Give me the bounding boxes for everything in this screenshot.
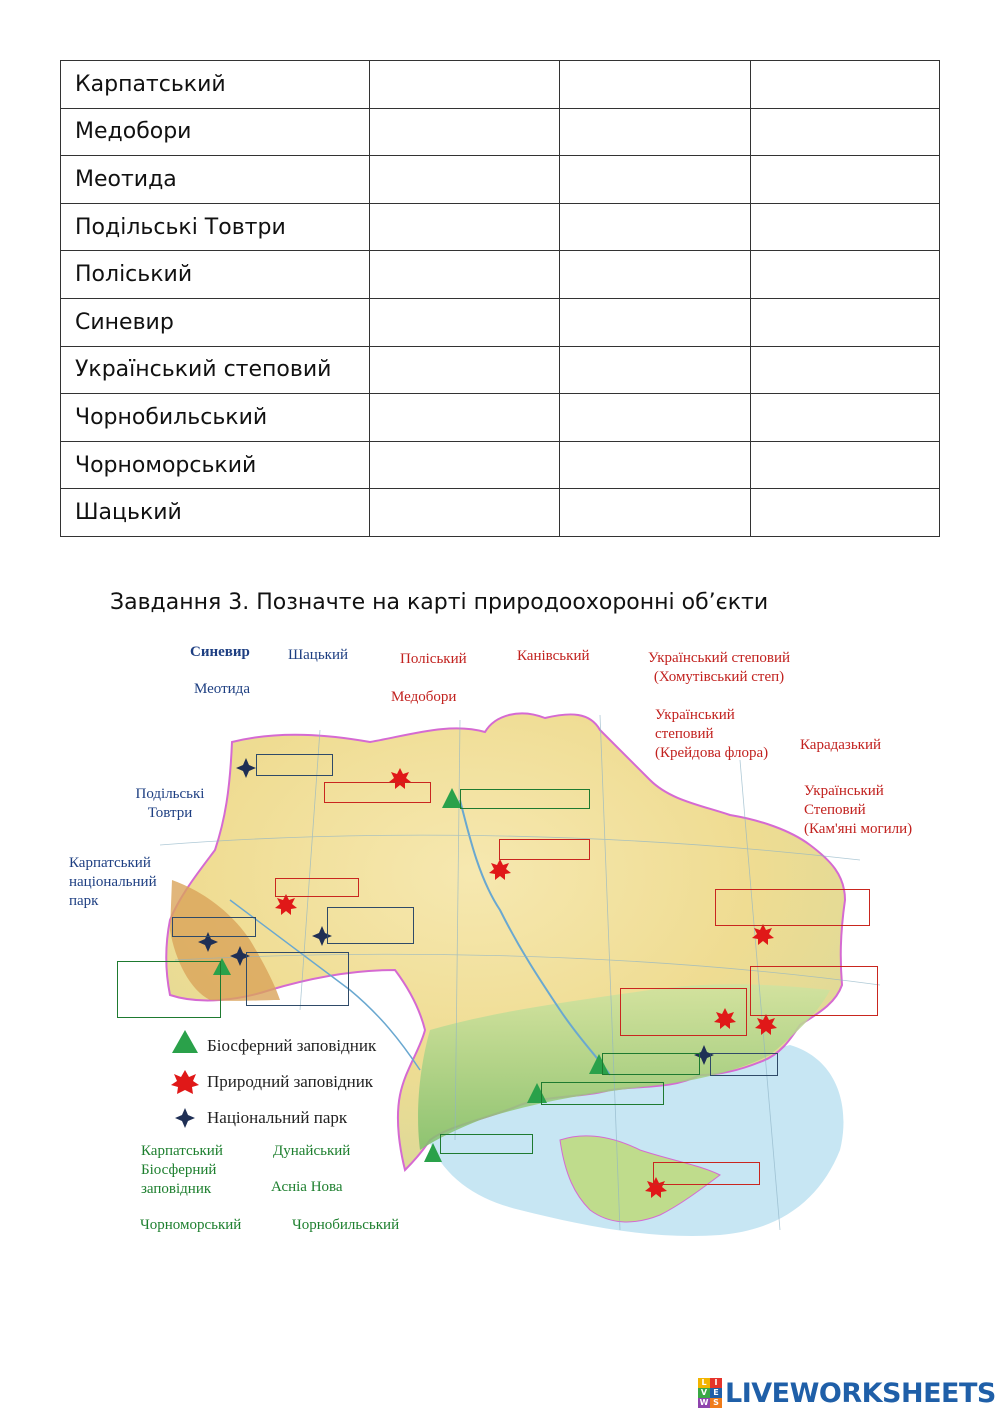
reserve-name-cell: Подільські Товтри [61,203,370,251]
answer-box-medobory[interactable] [275,878,359,897]
label-askania[interactable]: Асніа Нова [271,1179,343,1195]
logo-letter: I [710,1378,722,1388]
answer-box-karpatskyi-park[interactable] [246,952,349,1006]
answer-box-askania[interactable] [602,1053,700,1075]
answer-box-synevyr[interactable] [172,917,256,937]
reserve-name-cell: Медобори [61,108,370,156]
label-medobory[interactable]: Медобори [391,689,457,705]
logo-letter: L [698,1378,710,1388]
label-podilski[interactable]: Подільські Товтри [135,786,205,821]
reserve-name-cell: Меотида [61,156,370,204]
label-polisskyi[interactable]: Поліський [400,651,467,667]
label-meotyda[interactable]: Меотида [194,681,250,697]
logo-letter: V [698,1388,710,1398]
label-kanivskyi[interactable]: Канівський [517,648,590,664]
answer-box-karadazkyi[interactable] [653,1162,760,1185]
reserve-name-cell: Карпатський [61,61,370,109]
logo-letter: S [710,1398,722,1408]
liveworksheets-logo[interactable] [698,1377,996,1409]
legend-national: Національний парк [207,1108,348,1127]
answer-box-polisskyi[interactable] [324,782,431,803]
answer-box-kanivskyi[interactable] [499,839,590,860]
legend-biosphere: Біосферний заповідник [207,1036,377,1055]
answer-box-shatskyi[interactable] [256,754,333,776]
logo-text: LIVEWORKSHEETS [725,1377,996,1409]
label-karpatskyi-park[interactable]: Карпатський національний парк [69,855,157,909]
logo-letter: E [710,1388,722,1398]
label-ukr-kreidova[interactable]: Український степовий (Крейдова флора) [655,707,769,761]
reserve-name-cell: Чорнобильський [61,394,370,442]
answer-box-ukr-kamiani[interactable] [750,966,878,1016]
legend-biosphere-icon [172,1030,198,1053]
answer-box-karpatskyi-bio[interactable] [117,961,221,1018]
legend-nature: Природний заповідник [207,1072,374,1091]
logo-mark [698,1378,722,1408]
reserve-name-cell: Шацький [61,489,370,537]
label-dunaiskyi[interactable]: Дунайський [273,1143,351,1159]
reserve-name-cell: Український степовий [61,346,370,394]
answer-box-dunaiskyi[interactable] [440,1134,533,1154]
label-karadazkyi[interactable]: Карадазький [800,737,882,753]
reserve-name-cell: Поліський [61,251,370,299]
answer-box-ukr-khomutiv[interactable] [620,988,747,1036]
answer-box-meotyda[interactable] [710,1053,778,1076]
answer-box-chornobylskyi[interactable] [460,789,590,809]
label-ukr-kamiani[interactable]: Український Степовий (Кам'яні могили) [804,783,913,837]
legend-nature-icon [171,1070,199,1094]
answer-box-ukr-kreidova[interactable] [715,889,870,926]
reserve-name-cell: Синевир [61,298,370,346]
task-title: Завдання 3. Позначте на карті природоохоронні об’єкти [110,590,769,615]
answer-box-chornomorskyi[interactable] [541,1082,664,1105]
label-synevyr[interactable]: Синевир [190,644,250,660]
reserve-name-cell: Чорноморський [61,441,370,489]
label-karpatskyi-bio[interactable]: Карпатський Біосферний заповідник [141,1143,223,1197]
legend-national-icon [175,1108,195,1128]
label-shatskyi[interactable]: Шацький [288,647,348,663]
label-ukr-khomutiv[interactable]: Український степовий (Хомутівський степ) [647,650,791,685]
logo-letter: W [699,1398,709,1407]
label-chornobylskyi[interactable]: Чорнобильський [292,1217,400,1233]
answer-box-podilski[interactable] [327,907,414,944]
label-chornomorskyi[interactable]: Чорноморський [140,1217,242,1233]
